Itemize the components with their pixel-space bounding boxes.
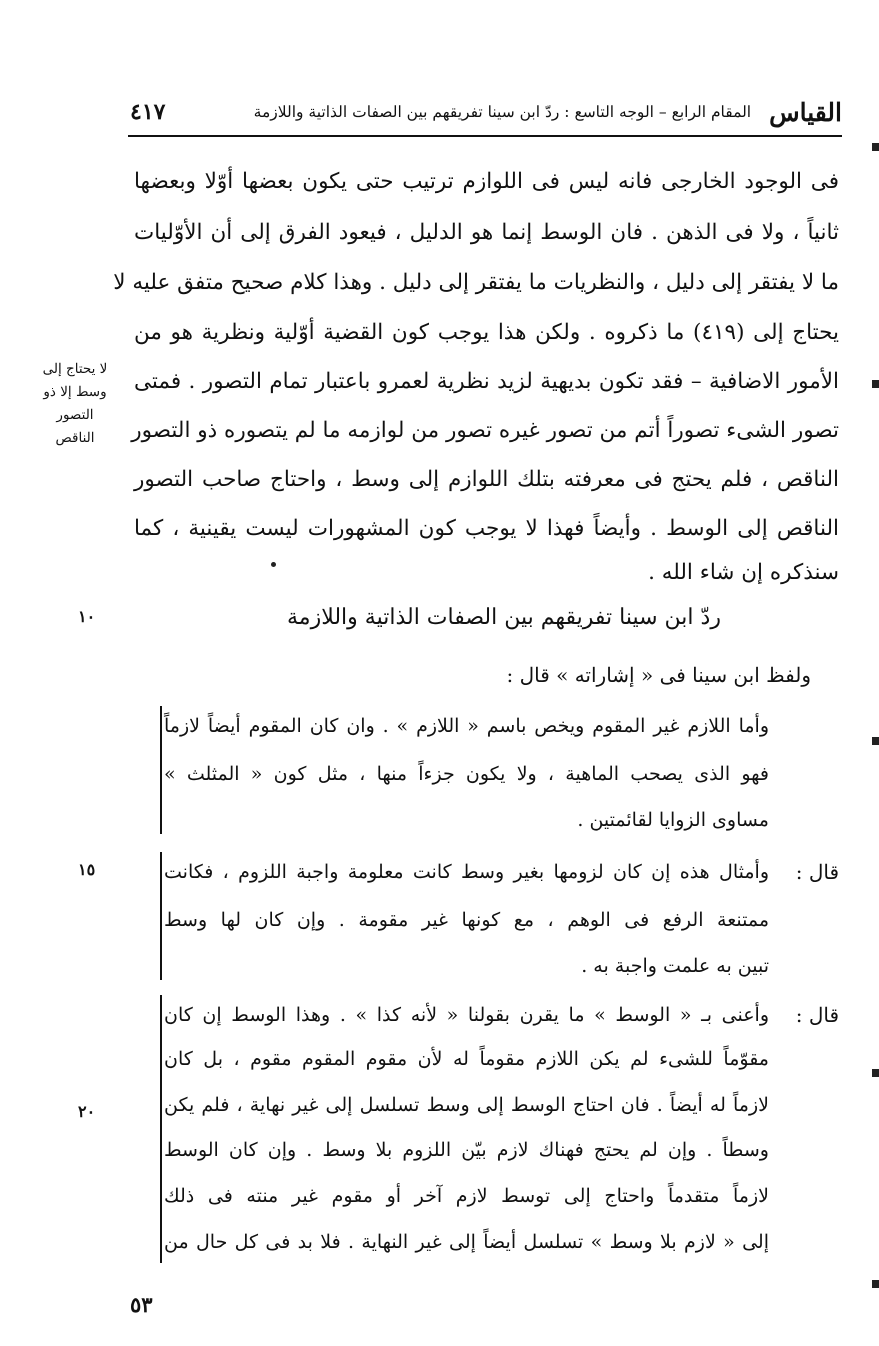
qal-label: قال : bbox=[795, 1003, 839, 1027]
margin-note-line: التصور bbox=[56, 407, 94, 423]
header-section-title: المقام الرابع – الوجه التاسع : ردّ ابن سينا تفريقهم بين الصفات الذاتية واللازمة bbox=[253, 103, 752, 121]
line-number: ١٠ bbox=[78, 607, 96, 626]
header-rule bbox=[128, 135, 842, 137]
header-page-number: ٤١٧ bbox=[130, 99, 166, 125]
quote-line: وأما اللازم غير المقوم ويخص باسم « اللازم » . وان كان المقوم أيضاً لازماً bbox=[164, 715, 769, 737]
body-line: الأمور الاضافية – فقد تكون بديهية لزيد نظرية لعمرو باعتبار تمام التصور . فمتى bbox=[134, 369, 839, 394]
quote-line: لازماً متقدماً واحتاج إلى توسط لازم آخر أو مقوم غير منته فى ذلك bbox=[164, 1185, 769, 1207]
margin-note bbox=[30, 358, 120, 450]
scan-mark bbox=[872, 1280, 879, 1288]
quote-line: ممتنعة الرفع فى الوهم ، مع كونها غير مقومة . وإن كان لها وسط bbox=[164, 909, 769, 931]
quote-line: مساوى الزوايا لقائمتين . bbox=[577, 809, 769, 831]
intro-line: ولفظ ابن سينا فى « إشاراته » قال : bbox=[506, 663, 811, 687]
quote-line: إلى « لازم بلا وسط » تسلسل أيضاً إلى غير النهاية . فلا بد فى كل حال من bbox=[164, 1231, 769, 1253]
running-header bbox=[130, 95, 842, 129]
margin-note-line: لا يحتاج إلى bbox=[42, 361, 108, 377]
scan-mark bbox=[872, 380, 879, 388]
margin-note-line: الناقص bbox=[55, 430, 95, 446]
scan-mark bbox=[872, 143, 879, 151]
quote-rule bbox=[160, 995, 162, 1263]
quote-line: وسطاً . وإن لم يحتج فهناك لازم بيّن اللزوم بلا وسط . وإن كان الوسط bbox=[164, 1139, 769, 1161]
body-line: ثانياً ، ولا فى الذهن . فان الوسط إنما هو الدليل ، فيعود الفرق إلى أن الأوّليات bbox=[134, 220, 839, 245]
line-number: ١٥ bbox=[78, 860, 96, 879]
quote-line: تبين به علمت واجبة به . bbox=[581, 955, 769, 977]
quote-line: مقوّماً للشىء لم يكن اللازم مقوماً له لأن مقوم المقوم مقوم ، بل كان bbox=[164, 1048, 769, 1070]
scan-dot bbox=[271, 562, 276, 567]
body-line: تصور الشىء تصوراً أتم من تصور غيره تصور من لوازمه ما لم يتصوره ذو التصور bbox=[131, 418, 839, 443]
body-line: الناقص إلى الوسط . وأيضاً فهذا لا يوجب كون المشهورات ليست يقينية ، كما bbox=[134, 516, 839, 541]
header-book-title: القياس bbox=[769, 97, 842, 127]
body-line: يحتاج إلى (٤١٩) ما ذكروه . ولكن هذا يوجب كون القضية أوّلية ونظرية هو من bbox=[134, 320, 839, 345]
scan-mark bbox=[872, 737, 879, 745]
quote-rule bbox=[160, 706, 162, 834]
section-heading: ردّ ابن سينا تفريقهم بين الصفات الذاتية واللازمة bbox=[287, 605, 721, 630]
body-line: الناقص ، فلم يحتج فى معرفته بتلك اللوازم إلى وسط ، واحتاج صاحب التصور bbox=[134, 467, 839, 492]
quote-line: وأمثال هذه إن كان لزومها بغير وسط كانت معلومة واجبة اللزوم ، فكانت bbox=[164, 861, 769, 883]
quote-line: فهو الذى يصحب الماهية ، ولا يكون جزءاً منها ، مثل كون « المثلث » bbox=[164, 763, 769, 785]
body-line: سنذكره إن شاء الله . bbox=[648, 560, 839, 585]
footer-page-number: ٥٣ bbox=[130, 1292, 153, 1317]
qal-label: قال : bbox=[795, 860, 839, 884]
quote-rule bbox=[160, 852, 162, 980]
quote-line: لازماً له أيضاً . فان احتاج الوسط إلى وسط تسلسل إلى غير نهاية ، فلم يكن bbox=[164, 1094, 769, 1116]
body-line: ما لا يفتقر إلى دليل ، والنظريات ما يفتقر إلى دليل . وهذا كلام صحيح متفق عليه لا bbox=[113, 270, 839, 295]
margin-note-line: وسط إلا ذو bbox=[43, 384, 107, 400]
quote-line: وأعنى بـ « الوسط » ما يقرن بقولنا « لأنه كذا » . وهذا الوسط إن كان bbox=[164, 1004, 769, 1026]
body-line: فى الوجود الخارجى فانه ليس فى اللوازم ترتيب حتى يكون بعضها أوّلا وبعضها bbox=[134, 169, 839, 194]
line-number: ٢٠ bbox=[78, 1102, 96, 1121]
scan-mark bbox=[872, 1069, 879, 1077]
